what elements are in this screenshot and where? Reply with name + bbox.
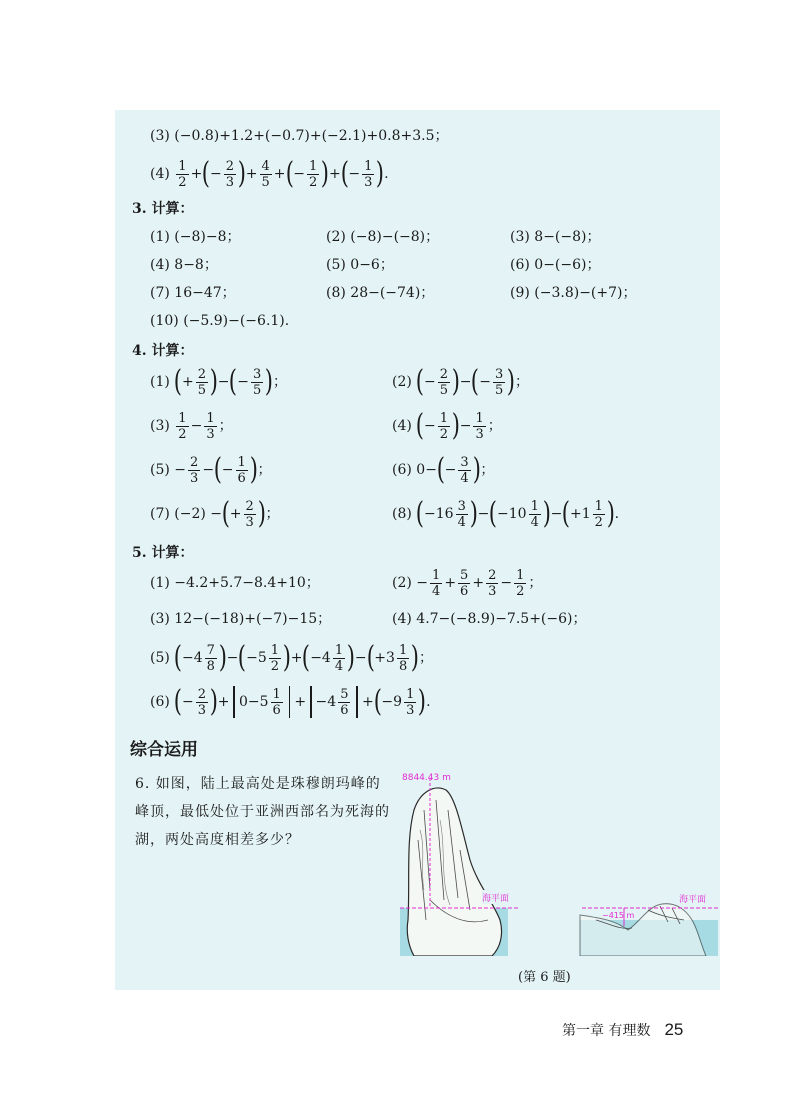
- q3-item: (7) 16−47；: [150, 285, 236, 301]
- q2-item3: (3) (−0.8)+1.2+(−0.7)+(−2.1)+0.8+3.5；: [150, 128, 449, 144]
- q3-item: (1) (−8)−8；: [150, 229, 241, 245]
- depth-label: −415 m: [602, 911, 635, 920]
- q4-item-3: (3) $\frac{1}{2}$ − $\frac{1}{3}$ ；: [150, 410, 233, 442]
- figure-caption: (第 6 题): [518, 970, 571, 985]
- chapter-title: 第一章 有理数: [562, 1023, 651, 1039]
- q2-item4: [150, 152, 389, 196]
- q3-item: (5) 0−6；: [326, 257, 394, 273]
- q5-heading: 5. 计算：: [132, 545, 194, 561]
- q3-item: (3) 8−(−8)；: [510, 229, 601, 245]
- sea-level-label-left: 海平面: [482, 894, 510, 904]
- item-number: (4): [150, 166, 170, 182]
- q4-item-8: (8) ( −16 $\frac{3}{4}$ ) − ( −10 $\frac{1}{4}$ ) − ( +1 $\frac{1}{2}$ ) .: [392, 496, 620, 531]
- elevation-figure: [400, 770, 718, 956]
- q4-item-5: (5) − $\frac{2}{3}$ − ( − $\frac{1}{6}$ ) ；: [150, 452, 272, 487]
- q3-heading: 3. 计算：: [132, 201, 194, 217]
- q3-item: (10) (−5.9)−(−6.1).: [150, 313, 290, 329]
- q3-item: (2) (−8)−(−8)；: [326, 229, 440, 245]
- peak-label: 8844.43 m: [402, 773, 451, 783]
- q4-item-6: (6) 0− ( − $\frac{3}{4}$ ) ；: [392, 452, 495, 487]
- page-number: 25: [664, 1020, 684, 1039]
- q4-item-1: (1) ( + $\frac{2}{5}$ ) − ( − $\frac{3}{5}$ ) ；: [150, 364, 287, 399]
- q4-item-4: (4) ( − $\frac{1}{2}$ ) − $\frac{1}{3}$ ；: [392, 408, 502, 443]
- q4-item-7: (7) (−2) − ( + $\frac{2}{3}$ ) ；: [150, 496, 280, 531]
- sea-level-label-right: 海平面: [679, 895, 707, 905]
- q5-item-2: (2) − $\frac{1}{4}$ + $\frac{5}{6}$ + $\frac{2}{3}$ − $\frac{1}{2}$ ；: [392, 567, 543, 599]
- q5-item-4: (4) 4.7−(−8.9)−7.5+(−6)；: [392, 611, 587, 627]
- section-title: 综合运用: [130, 740, 198, 760]
- q3-item: (9) (−3.8)−(+7)；: [510, 285, 637, 301]
- q4-heading: 4. 计算：: [132, 343, 194, 359]
- q6-text: 6. 如图，陆上最高处是珠穆朗玛峰的峰顶，最低处位于亚洲西部名为死海的湖，两处高度相差多少？: [135, 776, 390, 848]
- q5-item-6: (6) ( − $\frac{2}{3}$ ) + 0−5 $\frac{1}{6}$ + −4 $\frac{5}{6}$ + ( −9 $\frac{1}{3}$ ) .: [150, 684, 431, 719]
- expression: $\frac{1}{2}$ + ( − $\frac{2}{3}$ ) + $\frac{4}{5}$ + ( − $\frac{1}{2}$ ) + ( − $\frac{1}{3}$ ) .: [178, 156, 389, 191]
- q5-item-1: (1) −4.2+5.7−8.4+10；: [150, 575, 320, 591]
- q5-item-3: (3) 12−(−18)+(−7)−15；: [150, 611, 332, 627]
- q4-item-2: (2) ( − $\frac{2}{5}$ ) − ( − $\frac{3}{5}$ ) ；: [392, 364, 529, 399]
- q3-item: (4) 8−8；: [150, 257, 218, 273]
- q3-item: (8) 28−(−74)；: [326, 285, 435, 301]
- q3-item: (6) 0−(−6)；: [510, 257, 601, 273]
- q5-item-5: (5) ( −4 $\frac{7}{8}$ ) − ( −5 $\frac{1}{2}$ ) + ( −4 $\frac{1}{4}$ ) − ( +3 $\frac{1}{8}$ ) ；: [150, 640, 433, 675]
- page-footer: [562, 1020, 683, 1040]
